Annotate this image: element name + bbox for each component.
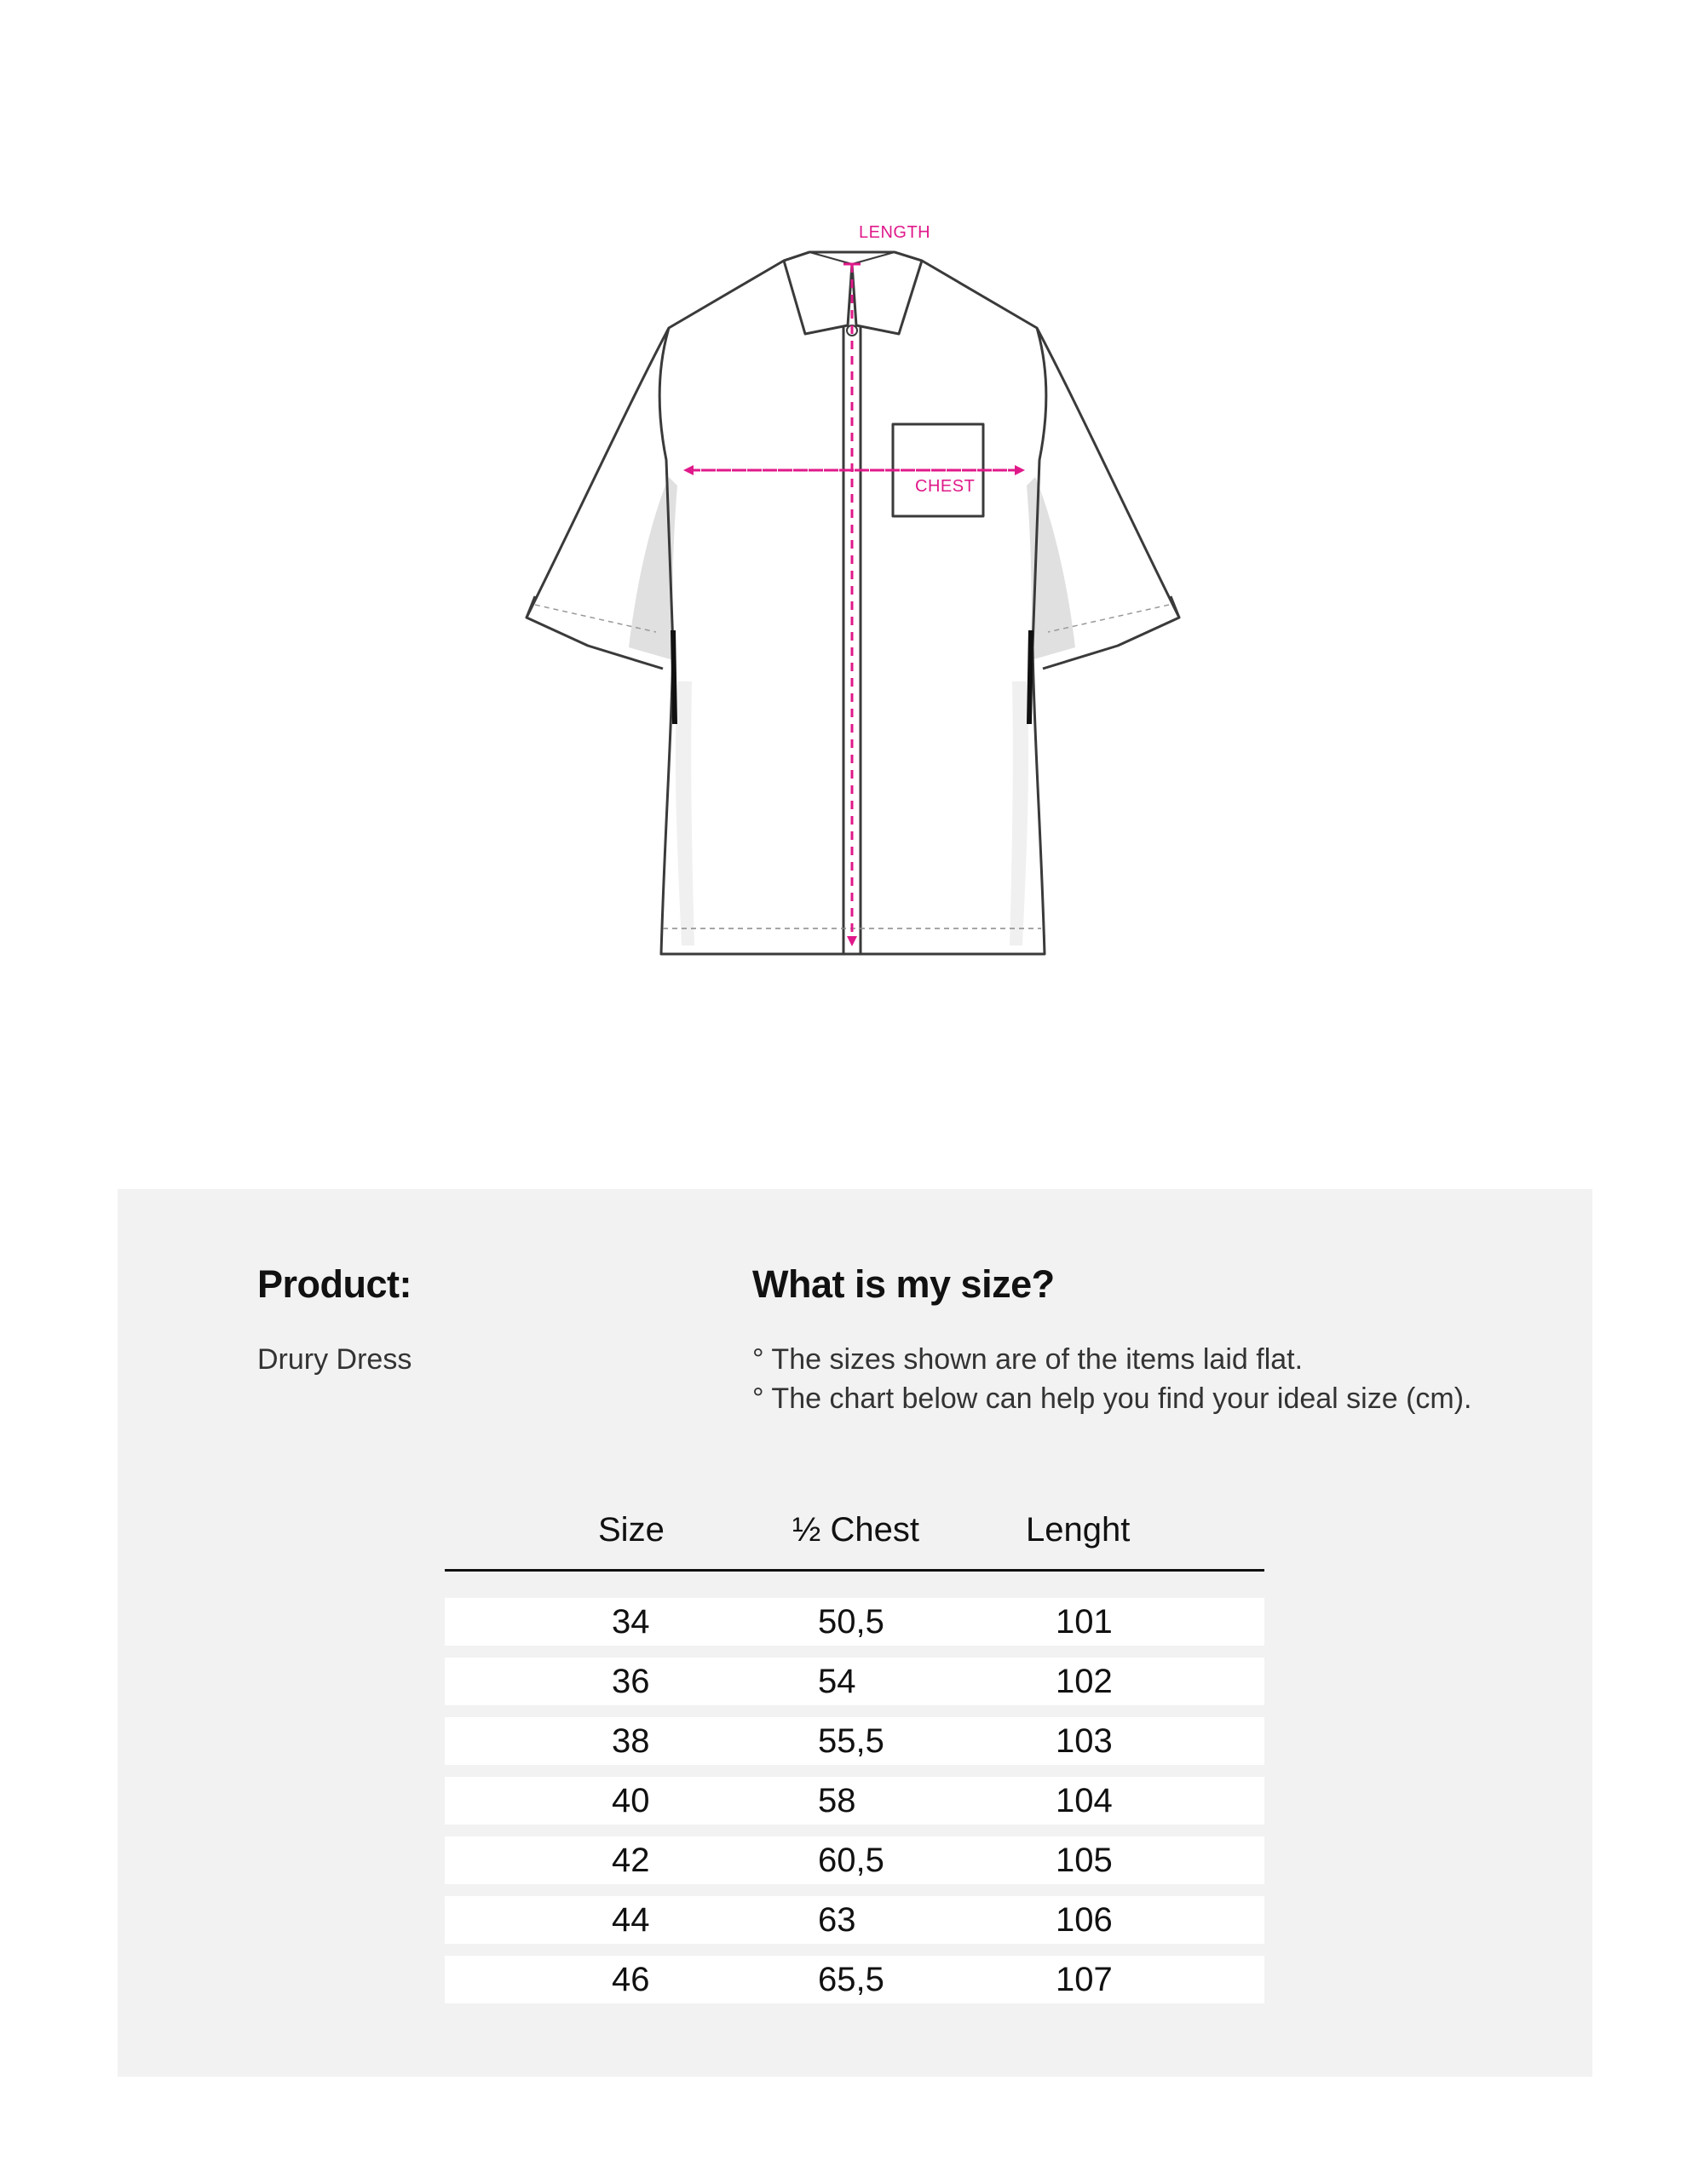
product-heading: Product: xyxy=(257,1262,412,1306)
size-cell: 40 xyxy=(612,1782,650,1819)
header-size: Size xyxy=(598,1511,665,1549)
length-cell: 104 xyxy=(1056,1782,1113,1819)
size-guide-heading: What is my size? xyxy=(752,1262,1055,1306)
size-cell: 42 xyxy=(612,1842,650,1879)
chest-cell: 54 xyxy=(818,1663,856,1700)
chest-cell: 58 xyxy=(818,1782,856,1819)
length-cell: 107 xyxy=(1056,1961,1113,1998)
length-label: LENGTH xyxy=(859,223,931,242)
table-row xyxy=(445,1717,1264,1765)
length-cell: 105 xyxy=(1056,1842,1113,1879)
header-length: Lenght xyxy=(1026,1511,1131,1549)
chest-cell: 55,5 xyxy=(818,1722,884,1760)
shirt-drawing xyxy=(0,0,1704,1022)
size-info-panel xyxy=(118,1189,1592,2077)
table-row xyxy=(445,1658,1264,1705)
header-rule xyxy=(445,1569,1264,1572)
chest-cell: 60,5 xyxy=(818,1842,884,1879)
chest-cell: 65,5 xyxy=(818,1961,884,1998)
shirt-diagram xyxy=(0,0,1704,1022)
table-row xyxy=(445,1598,1264,1646)
product-name: Drury Dress xyxy=(257,1343,412,1376)
size-cell: 46 xyxy=(612,1961,650,1998)
table-row xyxy=(445,1896,1264,1944)
table-row xyxy=(445,1956,1264,2003)
chest-cell: 63 xyxy=(818,1901,856,1939)
length-cell: 101 xyxy=(1056,1603,1113,1641)
length-measure-line xyxy=(843,264,861,944)
chest-label: CHEST xyxy=(915,477,976,496)
size-cell: 36 xyxy=(612,1663,650,1700)
header-half-chest: ½ Chest xyxy=(792,1511,919,1549)
size-cell: 34 xyxy=(612,1603,650,1641)
table-row xyxy=(445,1777,1264,1825)
length-cell: 102 xyxy=(1056,1663,1113,1700)
size-note-1: ° The sizes shown are of the items laid flat. xyxy=(752,1343,1304,1376)
size-cell: 38 xyxy=(612,1722,650,1760)
length-cell: 103 xyxy=(1056,1722,1113,1760)
size-note-2: ° The chart below can help you find your ideal size (cm). xyxy=(752,1382,1472,1415)
table-row xyxy=(445,1836,1264,1884)
length-cell: 106 xyxy=(1056,1901,1113,1939)
size-cell: 44 xyxy=(612,1901,650,1939)
chest-cell: 50,5 xyxy=(818,1603,884,1641)
